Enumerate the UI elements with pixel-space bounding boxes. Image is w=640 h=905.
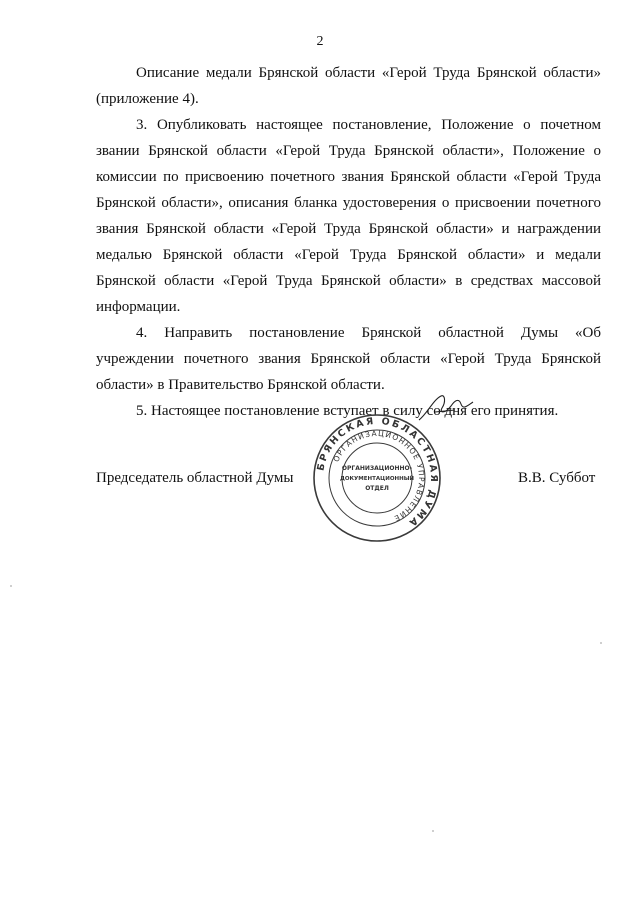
paragraph-effective: 5. Настоящее постановление вступает в силу со дня его принятия. xyxy=(136,403,559,419)
signature-name: В.В. Суббот xyxy=(518,470,596,486)
paragraph-send: 4. Направить постановление Брянской областной Думы «Об учреждении почетного звания Брянской области «Герой Труда Брянской области» в Правительство Брянской области. xyxy=(96,325,601,393)
stamp-outer-text: БРЯНСКАЯ ОБЛАСТНАЯ ДУМА xyxy=(315,415,440,530)
stamp-inner-text: ОРГАНИЗАЦИОННОЕ УПРАВЛЕНИЕ xyxy=(331,428,427,524)
scan-speck xyxy=(10,585,12,587)
document-body xyxy=(96,60,601,424)
official-stamp xyxy=(311,412,443,544)
scan-speck xyxy=(600,642,602,644)
paragraph-publish: 3. Опубликовать настоящее постановление, Положение о почетном звании Брянской области «Герой Труда Брянской области», Положение о комиссии по присвоению почетного звания Брянской области «Герой Труда Брянской области», описания бланка удостоверения о присвоении почетного звания Брянской области «Герой Труда Брянской области» и награждении медалью Брянской области «Герой Труда Брянской области» и медали Брянской области «Герой Труда Брянской области» в средствах массовой информации. xyxy=(96,117,601,315)
page-number: 2 xyxy=(316,34,324,49)
signature-title: Председатель областной Думы xyxy=(96,470,294,486)
stamp-center-line-1: ОРГАНИЗАЦИОННО- xyxy=(341,465,413,472)
scan-speck xyxy=(432,830,434,832)
paragraph-medal-description: Описание медали Брянской области «Герой Труда Брянской области» (приложение 4). xyxy=(96,65,601,107)
stamp-center-line-3: ОТДЕЛ xyxy=(365,485,389,492)
stamp-center-line-2: ДОКУМЕНТАЦИОННЫЙ xyxy=(339,476,415,482)
handwritten-signature xyxy=(415,390,485,425)
